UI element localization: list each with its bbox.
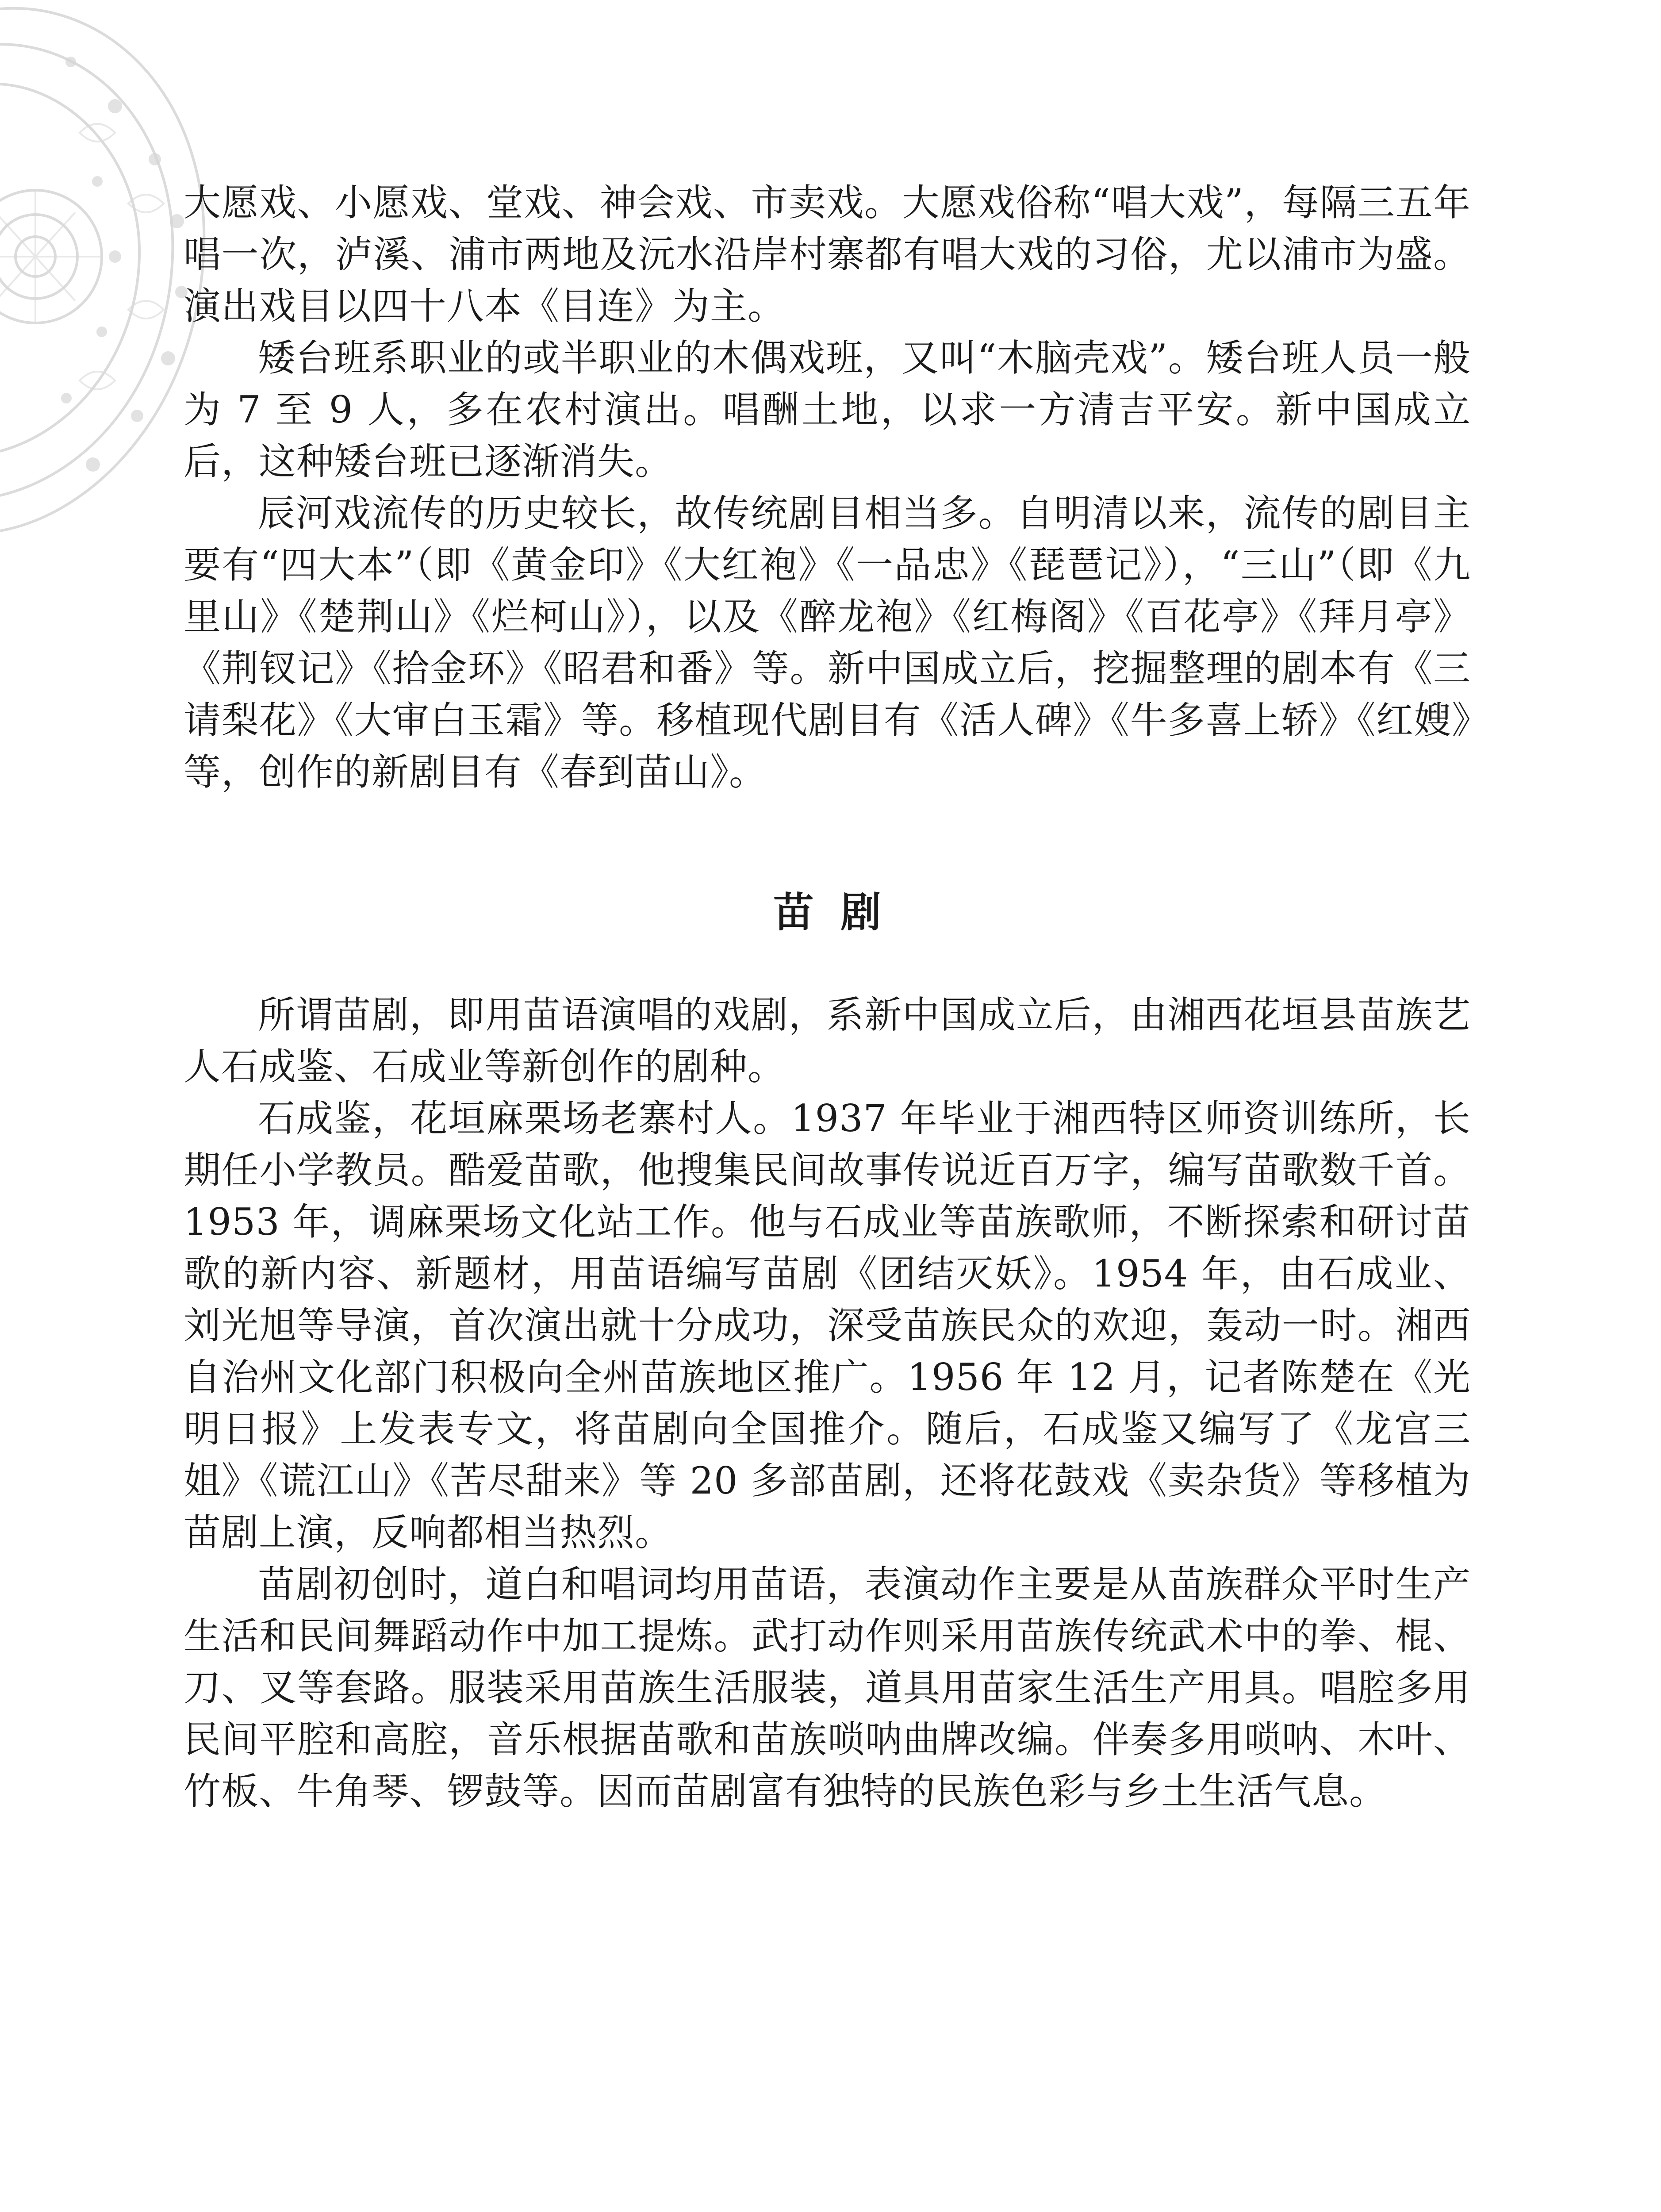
paragraph-chenhexi-repertoire: 辰河戏流传的历史较长，故传统剧目相当多。自明清以来，流传的剧目主要有“四大本”（即《黄金印》《大红袍》《一品忠》《琵琶记》），“三山”（即《九里山》《楚荆山》《烂柯山》），以及《醉龙袍》《红梅阁》《百花亭》《拜月亭》《荆钗记》《拾金环》《昭君和番》等。新中国成立后，挖掘整理的剧本有《三请梨花》《大审白玉霜》等。移植现代剧目有《活人碑》《牛多喜上轿》《红嫂》等，创作的新剧目有《春到苗山》。: [184, 492, 1471, 794]
paragraph-continued: 大愿戏、小愿戏、堂戏、神会戏、市卖戏。大愿戏俗称“唱大戏”，每隔三五年唱一次，泸溪、浦市两地及沅水沿岸村寨都有唱大戏的习俗，尤以浦市为盛。演出戏目以四十八本《目连》为主。: [184, 181, 1471, 328]
main-text: [184, 177, 1471, 1817]
paragraph-aitaiban: 矮台班系职业的或半职业的木偶戏班，又叫“木脑壳戏”。矮台班人员一般为 7 至 9 人，多在农村演出。唱酬土地，以求一方清吉平安。新中国成立后，这种矮台班已逐渐消失。: [184, 336, 1471, 483]
paragraph-miaoju-features: 苗剧初创时，道白和唱词均用苗语，表演动作主要是从苗族群众平时生产生活和民间舞蹈动作中加工提炼。武打动作则采用苗族传统武术中的拳、棍、刀、叉等套路。服装采用苗族生活服装，道具用苗家生活生产用具。唱腔多用民间平腔和高腔，音乐根据苗歌和苗族唢呐曲牌改编。伴奏多用唢呐、木叶、竹板、牛角琴、锣鼓等。因而苗剧富有独特的民族色彩与乡土生活气息。: [184, 1563, 1471, 1813]
paragraph-miaoju-definition: 所谓苗剧，即用苗语演唱的戏剧，系新中国成立后，由湘西花垣县苗族艺人石成鉴、石成业等新创作的剧种。: [184, 993, 1471, 1088]
paragraph-shi-chengjian: 石成鉴，花垣麻栗场老寨村人。1937 年毕业于湘西特区师资训练所，长期任小学教员。酷爱苗歌，他搜集民间故事传说近百万字，编写苗歌数千首。1953 年，调麻栗场文化站工作。他与石成业等苗族歌师，不断探索和研讨苗歌的新内容、新题材，用苗语编写苗剧《团结灭妖》。1954 年，由石成业、刘光旭等导演，首次演出就十分成功，深受苗族民众的欢迎，轰动一时。湘西自治州文化部门积极向全州苗族地区推广。1956 年 12 月，记者陈楚在《光明日报》上发表专文，将苗剧向全国推介。随后，石成鉴又编写了《龙宫三姐》《谎江山》《苦尽甜来》等 20 多部苗剧，还将花鼓戏《卖杂货》等移植为苗剧上演，反响都相当热烈。: [184, 1097, 1471, 1554]
section-heading: 苗剧: [773, 888, 908, 936]
